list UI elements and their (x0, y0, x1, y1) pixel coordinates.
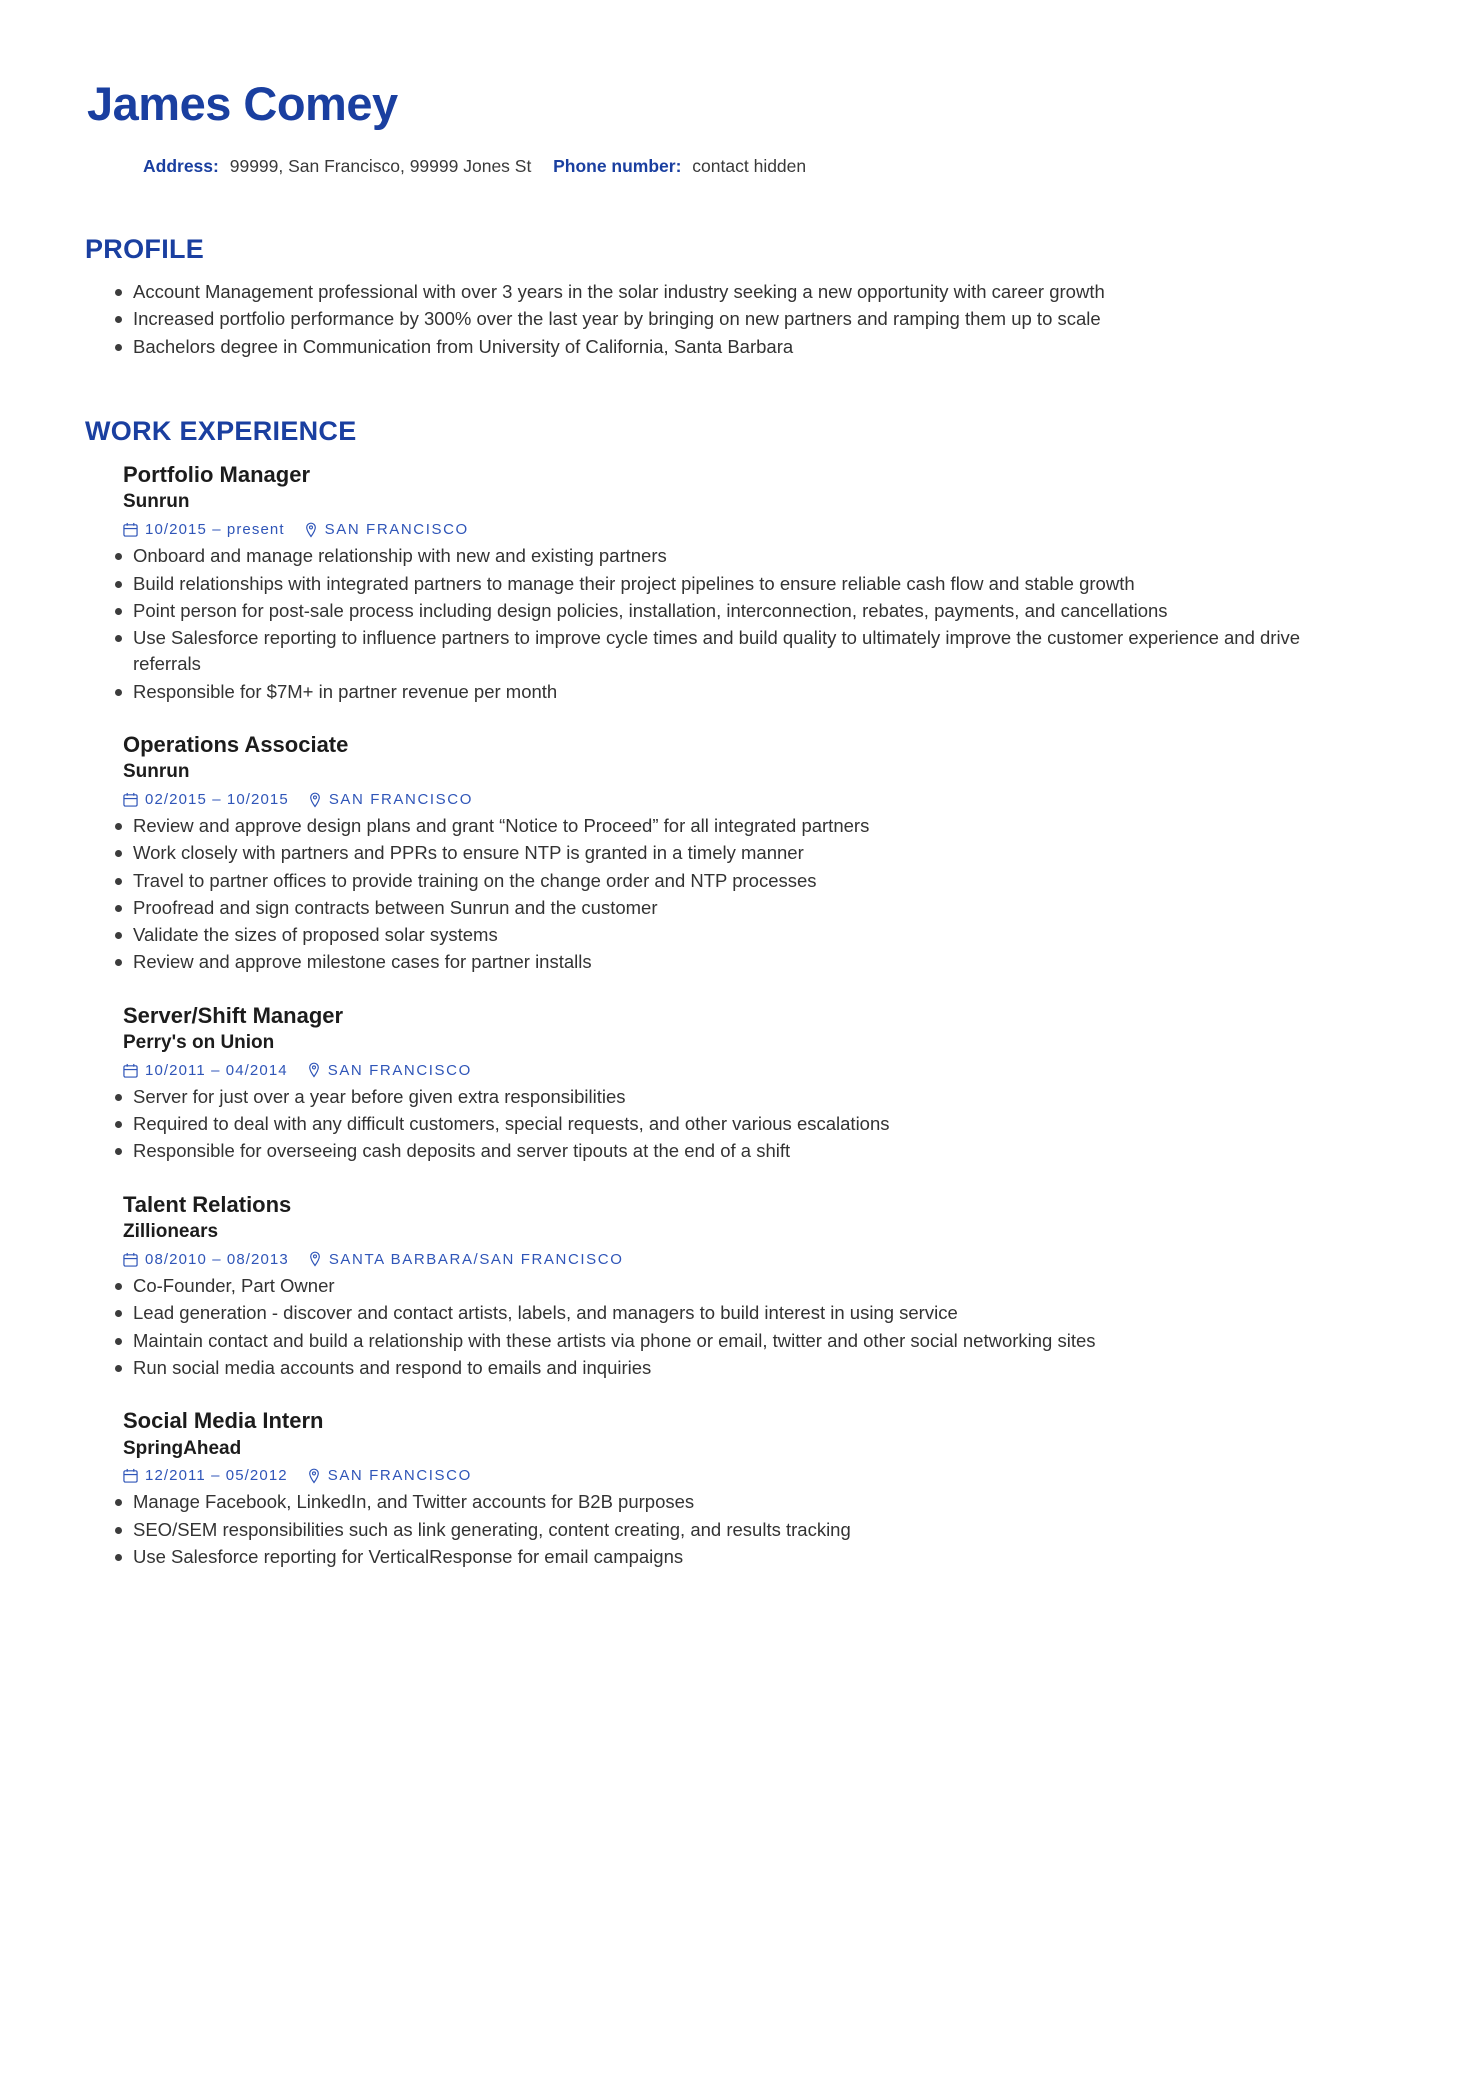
job-company: Sunrun (123, 761, 190, 783)
job-meta (123, 1062, 1368, 1079)
job-title: Talent Relations (123, 1191, 292, 1217)
list-item: Account Management professional with over 3 years in the solar industry seeking a new opportunity with career growth (85, 279, 1368, 305)
job-meta (123, 521, 1368, 538)
list-item: Server for just over a year before given extra responsibilities (85, 1084, 1368, 1110)
job-dates: 10/2011 – 04/2014 (145, 1061, 288, 1079)
job-title: Portfolio Manager (123, 461, 311, 487)
job-company: SpringAhead (123, 1437, 242, 1459)
section-title-work-experience: WORK EXPERIENCE (85, 415, 357, 446)
list-item: Build relationships with integrated partners to manage their project pipelines to ensure reliable cash flow and stable growth (85, 571, 1368, 597)
list-item: Use Salesforce reporting to influence partners to improve cycle times and build quality to ultimately improve the customer experience and drive referrals (85, 625, 1368, 678)
job-location: SANTA BARBARA/SAN FRANCISCO (328, 1250, 624, 1268)
list-item: Travel to partner offices to provide training on the change order and NTP processes (85, 868, 1368, 894)
job-bullet-list (85, 1273, 1368, 1381)
list-item: Review and approve milestone cases for partner installs (85, 949, 1368, 975)
job-entry (85, 731, 1368, 976)
job-meta (123, 791, 1368, 808)
profile-bullet-list (85, 279, 1368, 360)
job-dates: 02/2015 – 10/2015 (145, 791, 289, 809)
list-item: Responsible for $7M+ in partner revenue per month (85, 679, 1368, 705)
list-item: Manage Facebook, LinkedIn, and Twitter accounts for B2B purposes (85, 1489, 1368, 1515)
list-item: Maintain contact and build a relationship with these artists via phone or email, twitter and other social networking sites (85, 1328, 1368, 1354)
list-item: Validate the sizes of proposed solar systems (85, 922, 1368, 948)
job-location: SAN FRANCISCO (327, 1061, 472, 1079)
list-item: Review and approve design plans and grant “Notice to Proceed” for all integrated partners (85, 813, 1368, 839)
job-location: SAN FRANCISCO (324, 521, 469, 539)
list-item: Use Salesforce reporting for VerticalResponse for email campaigns (85, 1544, 1368, 1570)
calendar-icon (123, 1468, 138, 1483)
section-work-experience (85, 416, 1368, 1570)
job-entry (85, 1002, 1368, 1165)
job-company: Sunrun (123, 491, 190, 513)
job-entry (85, 461, 1368, 705)
address-value: 99999, San Francisco, 99999 Jones St (229, 155, 532, 176)
list-item: Required to deal with any difficult customers, special requests, and other various escalations (85, 1111, 1368, 1137)
job-entry (85, 1407, 1368, 1570)
location-pin-icon (308, 1251, 322, 1267)
phone-value: contact hidden (692, 155, 807, 176)
job-dates: 10/2015 – present (145, 521, 285, 539)
job-location: SAN FRANCISCO (327, 1467, 472, 1485)
calendar-icon (123, 522, 138, 537)
job-title: Server/Shift Manager (123, 1002, 344, 1028)
list-item: Co-Founder, Part Owner (85, 1273, 1368, 1299)
job-company: Zillionears (123, 1221, 219, 1243)
job-title: Social Media Intern (123, 1408, 324, 1434)
job-entry (85, 1191, 1368, 1381)
job-bullet-list (85, 1489, 1368, 1570)
calendar-icon (123, 792, 138, 807)
job-dates: 12/2011 – 05/2012 (145, 1467, 288, 1485)
page-title: James Comey (87, 77, 398, 130)
job-dates: 08/2010 – 08/2013 (145, 1250, 289, 1268)
calendar-icon (123, 1063, 138, 1078)
job-bullet-list (85, 813, 1368, 976)
calendar-icon (123, 1252, 138, 1267)
section-profile (85, 234, 1368, 360)
list-item: Bachelors degree in Communication from University of California, Santa Barbara (85, 334, 1368, 360)
contact-info (143, 154, 1368, 179)
list-item: Run social media accounts and respond to emails and inquiries (85, 1355, 1368, 1381)
list-item: Increased portfolio performance by 300% over the last year by bringing on new partners and ramping them up to scale (85, 306, 1368, 332)
list-item: SEO/SEM responsibilities such as link generating, content creating, and results tracking (85, 1517, 1368, 1543)
job-bullet-list (85, 543, 1368, 705)
job-meta (123, 1467, 1368, 1484)
location-pin-icon (307, 1468, 321, 1484)
job-company: Perry's on Union (123, 1032, 275, 1054)
list-item: Work closely with partners and PPRs to ensure NTP is granted in a timely manner (85, 840, 1368, 866)
job-location: SAN FRANCISCO (328, 791, 473, 809)
list-item: Point person for post-sale process including design policies, installation, interconnection, rebates, payments, and cancellations (85, 598, 1368, 624)
job-title: Operations Associate (123, 731, 349, 757)
location-pin-icon (304, 522, 318, 538)
list-item: Lead generation - discover and contact artists, labels, and managers to build interest in using service (85, 1300, 1368, 1326)
phone-label: Phone number: (553, 155, 682, 176)
location-pin-icon (307, 1062, 321, 1078)
list-item: Onboard and manage relationship with new and existing partners (85, 543, 1368, 569)
list-item: Responsible for overseeing cash deposits and server tipouts at the end of a shift (85, 1138, 1368, 1164)
address-label: Address: (143, 155, 219, 176)
job-meta (123, 1251, 1368, 1268)
location-pin-icon (308, 792, 322, 808)
list-item: Proofread and sign contracts between Sunrun and the customer (85, 895, 1368, 921)
section-title-profile: PROFILE (85, 234, 205, 265)
job-bullet-list (85, 1084, 1368, 1165)
